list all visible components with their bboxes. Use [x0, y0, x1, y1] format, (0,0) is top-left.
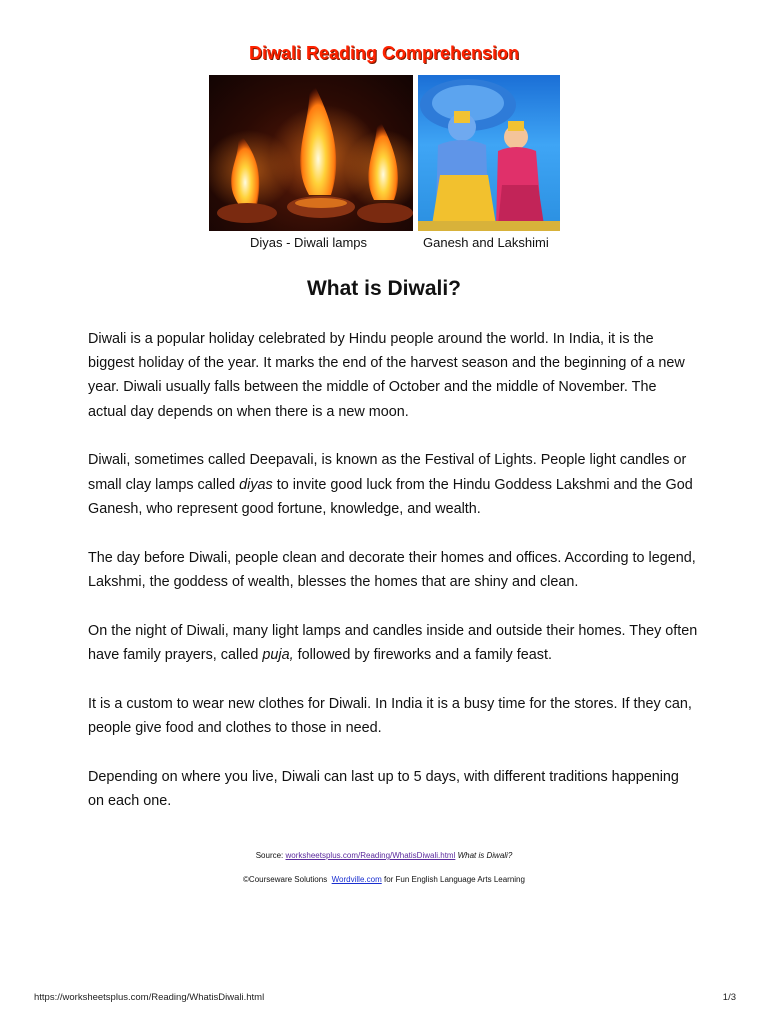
ganesh-caption: Ganesh and Lakshimi [423, 235, 549, 250]
paragraph-6: Depending on where you live, Diwali can last up to 5 days, with different traditions happening on each one. [88, 768, 679, 809]
print-footer [34, 992, 736, 1003]
source-link[interactable]: worksheetsplus.com/Reading/WhatisDiwali.html [285, 851, 456, 860]
credit-tagline: for Fun English Language Arts Learning [383, 875, 525, 884]
page-number: 1/3 [722, 992, 736, 1003]
wordville-link[interactable]: Wordville.com [331, 875, 382, 884]
italic-term-diyas: diyas [239, 476, 273, 493]
source-label: Source: [255, 851, 284, 860]
diyas-photo [209, 75, 413, 231]
article-heading: What is Diwali? [306, 277, 461, 300]
credit-owner: ©Courseware Solutions [243, 875, 328, 884]
ganesh-lakshmi-photo [418, 75, 560, 231]
paragraph-2: Diwali, sometimes called Deepavali, is known as the Festival of Lights. People light candles or small clay lamps called diyas to invite good luck from the Hindu Goddess Lakshmi and the God Ganesh, who represent good fortune, knowledge, and wealth. [88, 452, 693, 517]
worksheet-banner-title: Diwali Reading Comprehension [248, 43, 520, 63]
paragraph-5: It is a custom to wear new clothes for Diwali. In India it is a busy time for the stores. If they can, people give food and clothes to those in need. [88, 695, 692, 736]
credit-line [0, 875, 768, 884]
article-body [88, 327, 698, 838]
source-line [0, 851, 768, 860]
paragraph-3: The day before Diwali, people clean and decorate their homes and offices. According to legend, Lakshmi, the goddess of wealth, blesses the homes that are shiny and clean. [88, 549, 696, 590]
paragraph-1: Diwali is a popular holiday celebrated by Hindu people around the world. In India, it is the biggest holiday of the year. It marks the end of the harvest season and the beginning of a new year. Diwali usually falls between the middle of October and the middle of November. The actual day depends on when there is a new moon. [88, 331, 685, 420]
source-title: What is Diwali? [457, 851, 513, 860]
diyas-caption: Diyas - Diwali lamps [250, 235, 368, 250]
print-url: https://worksheetsplus.com/Reading/WhatisDiwali.html [34, 992, 265, 1003]
paragraph-4: On the night of Diwali, many light lamps and candles inside and outside their homes. They often have family prayers, called puja, followed by fireworks and a family feast. [88, 622, 698, 663]
italic-term-puja: puja, [262, 646, 294, 663]
